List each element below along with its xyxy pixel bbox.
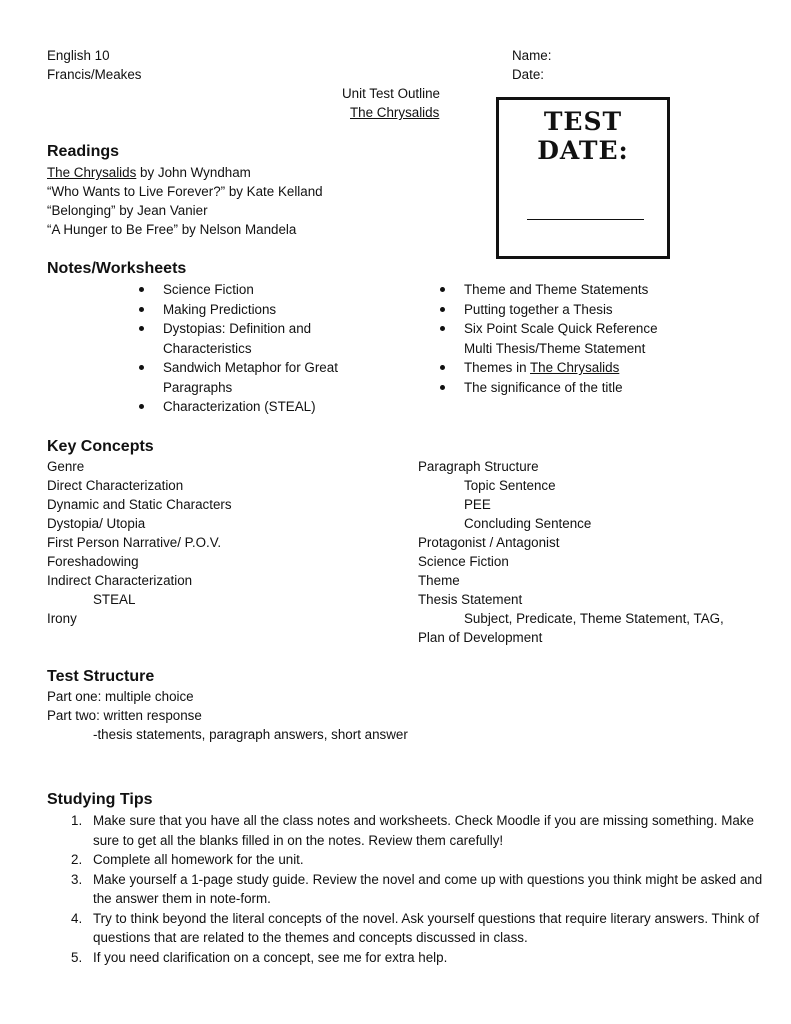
- notes-list-right: [437, 280, 658, 397]
- test-date-line1: TEST: [543, 107, 623, 136]
- tip-number: 2.: [71, 852, 83, 867]
- concept-subitem: Subject, Predicate, Theme Statement, TAG,: [464, 611, 724, 626]
- tip-text: If you need clarification on a concept, see me for extra help.: [93, 949, 448, 965]
- reading-item: [47, 163, 323, 182]
- tip-item: [47, 948, 783, 968]
- test-date-blank: [527, 219, 644, 220]
- readings-heading: Readings: [47, 143, 120, 160]
- test-structure-line: Part one: multiple choice: [47, 689, 194, 704]
- concept-item: Genre: [47, 459, 85, 474]
- concept-item: Foreshadowing: [47, 554, 139, 569]
- notes-item: [437, 358, 658, 378]
- concept-item: Plan of Development: [418, 630, 543, 645]
- reading-title: The Chrysalids: [47, 165, 137, 180]
- concept-item: Irony: [47, 611, 77, 626]
- concept-item: Dystopia/ Utopia: [47, 516, 146, 531]
- course-name: English 10: [47, 48, 110, 63]
- reading-item: “Who Wants to Live Forever?” by Kate Kelland: [47, 184, 323, 199]
- tip-item: [47, 909, 783, 948]
- concept-item: Dynamic and Static Characters: [47, 497, 232, 512]
- tip-number: 1.: [71, 813, 83, 828]
- concept-subitem: Concluding Sentence: [464, 516, 592, 531]
- notes-item-text: Paragraphs: [163, 379, 233, 395]
- notes-novel-title: The Chrysalids: [530, 360, 620, 375]
- concept-item: Science Fiction: [418, 554, 509, 569]
- tip-item: [47, 870, 783, 909]
- key-concepts-heading: Key Concepts: [47, 438, 154, 455]
- key-concepts-right: [418, 457, 724, 647]
- notes-item: Putting together a Thesis: [437, 300, 658, 320]
- teacher-names: Francis/Meakes: [47, 67, 142, 82]
- notes-heading: Notes/Worksheets: [47, 260, 187, 277]
- test-date-line2: DATE:: [537, 136, 629, 165]
- reading-item: “A Hunger to Be Free” by Nelson Mandela: [47, 222, 297, 237]
- concept-item: Direct Characterization: [47, 478, 184, 493]
- reading-item: “Belonging” by Jean Vanier: [47, 203, 208, 218]
- name-label: Name:: [512, 48, 552, 63]
- concept-item: Thesis Statement: [418, 592, 523, 607]
- notes-item-text: Sandwich Metaphor for Great: [163, 360, 338, 375]
- concept-subitem: Topic Sentence: [464, 478, 556, 493]
- notes-item-text: Six Point Scale Quick Reference: [464, 321, 658, 336]
- notes-item-text: Dystopias: Definition and: [163, 321, 312, 336]
- concept-subitem: PEE: [464, 497, 491, 512]
- tip-text: Try to think beyond the literal concepts of the novel. Ask yourself questions that require literary answers. Think of questions that are related to the themes and concepts discussed in class.: [93, 910, 760, 945]
- notes-item: [136, 358, 338, 397]
- notes-item: Theme and Theme Statements: [437, 280, 658, 300]
- tip-item: [47, 811, 783, 850]
- notes-item: Characterization (STEAL): [136, 397, 338, 417]
- tip-number: 3.: [71, 871, 83, 887]
- document-title: Unit Test Outline: [342, 86, 440, 101]
- readings-list: [47, 163, 323, 239]
- concept-item: Indirect Characterization: [47, 573, 193, 588]
- test-date-box: [496, 97, 670, 259]
- notes-item-text: Themes in: [464, 360, 530, 375]
- studying-tips-heading: Studying Tips: [47, 791, 153, 808]
- test-structure-line: Part two: written response: [47, 708, 202, 723]
- test-structure-list: [47, 687, 408, 744]
- tip-number: 4.: [71, 910, 83, 926]
- tip-text: Make sure that you have all the class notes and worksheets. Check Moodle if you are missing something. Make sure to get all the blanks filled in on the notes. Review them carefully!: [93, 813, 754, 848]
- tip-text: Complete all homework for the unit.: [93, 852, 304, 867]
- notes-item-text: Characteristics: [163, 340, 252, 356]
- notes-item: Science Fiction: [136, 280, 338, 300]
- studying-tips-list: [47, 811, 783, 967]
- concept-item: Protagonist / Antagonist: [418, 535, 560, 550]
- novel-title: The Chrysalids: [350, 105, 440, 120]
- test-structure-heading: Test Structure: [47, 668, 155, 685]
- notes-item-text: Multi Thesis/Theme Statement: [464, 340, 646, 356]
- key-concepts-left: [47, 457, 232, 628]
- notes-item: [437, 319, 658, 358]
- concept-item: First Person Narrative/ P.O.V.: [47, 535, 222, 550]
- notes-item: The significance of the title: [437, 378, 658, 398]
- notes-item: Making Predictions: [136, 300, 338, 320]
- concept-item: Paragraph Structure: [418, 459, 539, 474]
- concept-subitem: STEAL: [93, 592, 136, 607]
- tip-item: [47, 850, 783, 870]
- notes-list-left: [136, 280, 338, 417]
- tip-number: 5.: [71, 949, 83, 965]
- reading-author: by John Wyndham: [136, 165, 251, 180]
- notes-item: [136, 319, 338, 358]
- tip-text: Make yourself a 1-page study guide. Review the novel and come up with questions you think might be asked and the answer them in note-form.: [93, 871, 763, 906]
- date-label: Date:: [512, 67, 545, 82]
- concept-item: Theme: [418, 573, 460, 588]
- test-structure-subline: -thesis statements, paragraph answers, short answer: [93, 727, 408, 742]
